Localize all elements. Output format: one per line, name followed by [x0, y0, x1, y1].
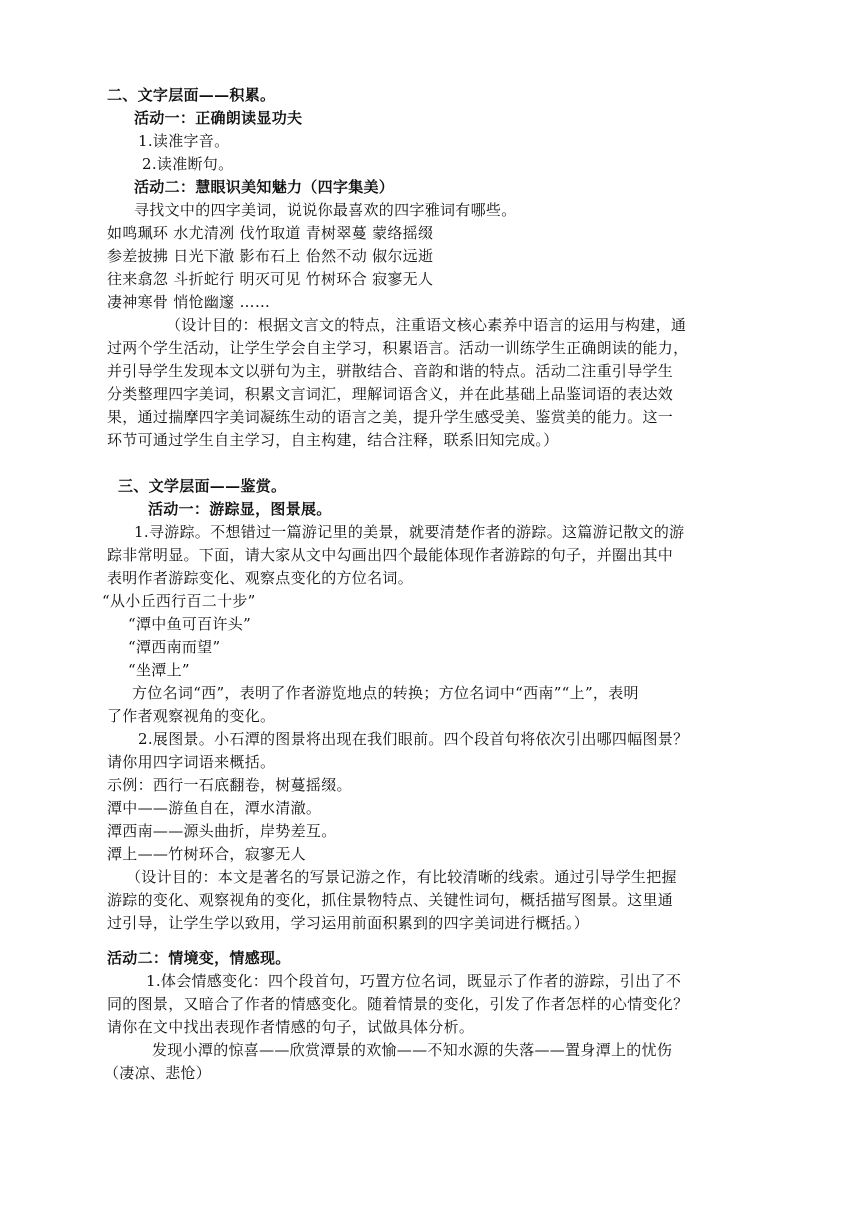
activity-heading-travel: 活动一：游踪显，图景展。	[148, 500, 332, 518]
word-list-line: 参差披拂 日光下澈 影布石上 佁然不动 俶尔远逝	[107, 247, 434, 265]
list-item: 1.读准字音。	[138, 132, 230, 150]
design-purpose-line: （设计目的：根据文言文的特点，注重语文核心素养中语言的运用与构建，通	[166, 316, 687, 334]
emotion-sequence-line: 发现小潭的惊喜——欣赏潭景的欢愉——不知水源的失落——置身潭上的忧伤	[152, 1041, 673, 1059]
paragraph-line: 踪非常明显。下面，请大家从文中勾画出四个最能体现作者游踪的句子，并圈出其中	[107, 546, 674, 564]
word-list-line: 如鸣珮环 水尤清冽 伐竹取道 青树翠蔓 蒙络摇缀	[107, 224, 434, 242]
design-purpose-line: 环节可通过学生自主学习，自主构建，结合注释，联系旧知完成。）	[107, 431, 559, 449]
paragraph-line: 请你用四字词语来概括。	[107, 753, 276, 771]
example-line: 潭上——竹树环合，寂寥无人	[107, 845, 306, 863]
paragraph-line: 同的图景，又暗合了作者的情感变化。随着情景的变化，引发了作者怎样的心情变化？	[107, 995, 689, 1013]
design-purpose-line: 过引导，让学生学以致用，学习运用前面积累到的四字美词进行概括。）	[107, 914, 590, 932]
design-purpose-line: 游踪的变化、观察视角的变化，抓住景物特点、关键性词句，概括描写图景。这里通	[107, 891, 674, 909]
paragraph-line: 请你在文中找出表现作者情感的句子，试做具体分析。	[107, 1018, 475, 1036]
activity-heading-four-char: 活动二：慧眼识美知魅力（四字集美）	[134, 178, 395, 196]
word-list-line: 凄神寒骨 悄怆幽邃 ……	[107, 293, 271, 311]
list-item: 2.读准断句。	[142, 155, 234, 173]
paragraph-line: 1.寻游踪。不想错过一篇游记里的美景，就要清楚作者的游踪。这篇游记散文的游	[134, 523, 685, 541]
activity-heading-emotion: 活动二：情境变，情感现。	[107, 949, 291, 967]
design-purpose-line: 并引导学生发现本文以骈句为主，骈散结合、音韵和谐的特点。活动二注重引导学生	[107, 362, 674, 380]
example-line: 潭中——游鱼自在，潭水清澈。	[107, 799, 322, 817]
word-list-line: 往来翕忽 斗折蛇行 明灭可见 竹树环合 寂寥无人	[107, 270, 434, 288]
emotion-sequence-line: （凄凉、悲怆）	[104, 1064, 212, 1082]
paragraph-line: 2.展图景。小石潭的图景将出现在我们眼前。四个段首句将依次引出哪四幅图景？	[138, 730, 689, 748]
design-purpose-line: 分类整理四字美词，积累文言词汇，理解词语含义，并在此基础上品鉴词语的表达效	[107, 385, 674, 403]
section-heading-text-level: 二、文字层面——积累。	[107, 86, 276, 104]
quote-line: “坐潭上”	[128, 661, 190, 679]
example-line: 潭西南——源头曲折，岸势差互。	[107, 822, 337, 840]
example-line: 示例：西行一石底翻卷，树蔓摇缀。	[107, 776, 352, 794]
paragraph-line: 1.体会情感变化：四个段首句，巧置方位名词，既显示了作者的游踪，引出了不	[146, 972, 682, 990]
paragraph-line: 寻找文中的四字美词，说说你最喜欢的四字雅词有哪些。	[134, 201, 517, 219]
quote-line: “潭中鱼可百许头”	[128, 615, 252, 633]
paragraph-line: 方位名词“西”，表明了作者游览地点的转换；方位名词中“西南”“上”，表明	[132, 684, 639, 702]
section-heading-literature-level: 三、文学层面——鉴赏。	[118, 477, 287, 495]
paragraph-line: 表明作者游踪变化、观察点变化的方位名词。	[107, 569, 414, 587]
design-purpose-line: 过两个学生活动，让学生学会自主学习，积累语言。活动一训练学生正确朗读的能力，	[107, 339, 689, 357]
design-purpose-line: （设计目的：本文是著名的写景记游之作，有比较清晰的线索。通过引导学生把握	[126, 868, 677, 886]
quote-line: “从小丘西行百二十步”	[102, 592, 256, 610]
design-purpose-line: 果，通过揣摩四字美词凝练生动的语言之美，提升学生感受美、鉴赏美的能力。这一	[107, 408, 674, 426]
paragraph-line: 了作者观察视角的变化。	[107, 707, 276, 725]
quote-line: “潭西南而望”	[128, 638, 221, 656]
activity-heading-reading: 活动一：正确朗读显功夫	[134, 109, 303, 127]
